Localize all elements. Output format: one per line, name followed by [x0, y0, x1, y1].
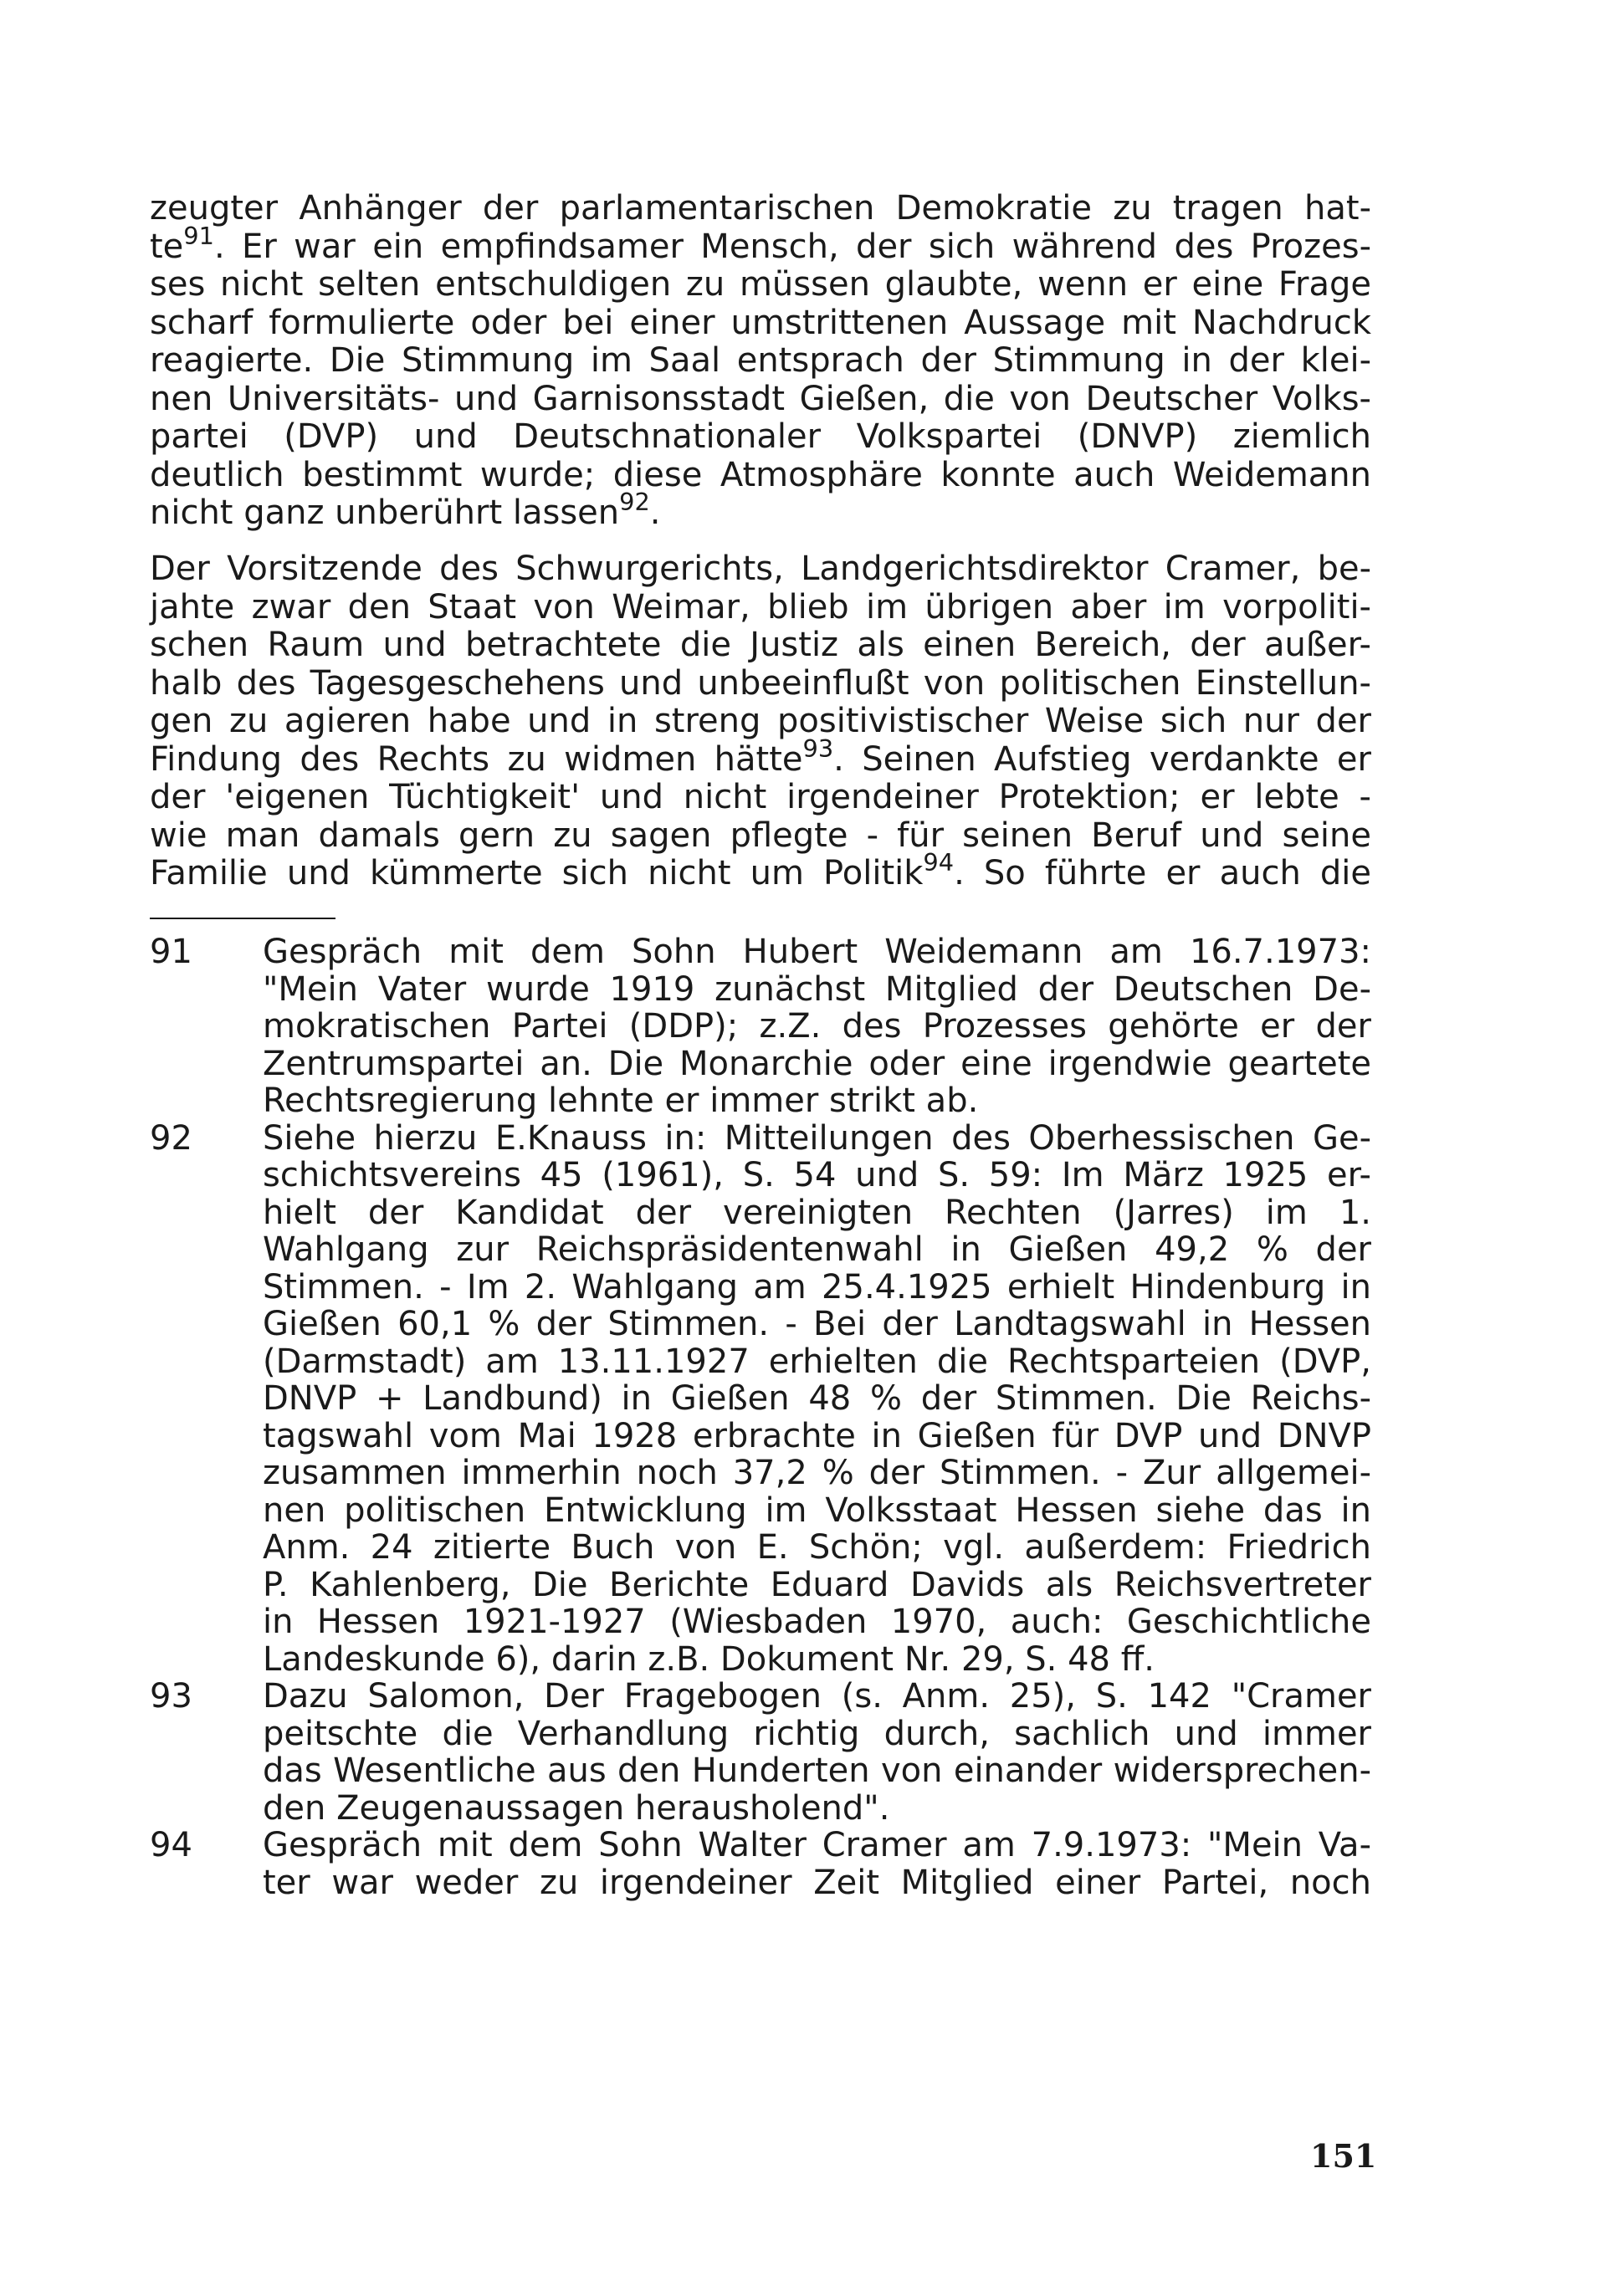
- text-line: reagierte. Die Stimmung im Saal entsprach der Stimmung in der klei-: [150, 341, 1371, 380]
- text-line: $te^{91}$. Er war ein empfindsamer Mensch, der sich während des Prozes-: [150, 221, 1371, 266]
- text-line: den Zeugenaussagen herausholend".: [263, 1788, 890, 1828]
- text-line: (Darmstadt) am 13.11.1927 erhielten die Rechtsparteien (DVP,: [263, 1342, 1371, 1381]
- footnote-94: [150, 1827, 1371, 1901]
- text-line: peitschte die Verhandlung richtig durch, sachlich und immer: [263, 1714, 1371, 1753]
- text-line: ter war weder zu irgendeiner Zeit Mitglied einer Partei, noch: [263, 1863, 1371, 1902]
- text-line: partei (DVP) und Deutschnationaler Volkspartei (DNVP) ziemlich: [150, 417, 1371, 456]
- footnote-text: [263, 1678, 1371, 1827]
- text-line: der 'eigenen Tüchtigkeit' und nicht irgendeiner Protektion; er lebte -: [150, 778, 1371, 816]
- footnote-number: 92: [150, 1118, 192, 1158]
- text-line: in Hessen 1921-1927 (Wiesbaden 1970, auch: Geschichtliche: [263, 1603, 1371, 1641]
- text-line: Familie und kümmerte sich nicht um Politik$^{94}$. So führte er auch die: [150, 848, 1371, 892]
- text-line: nen politischen Entwicklung im Volksstaat Hessen siehe das in: [263, 1491, 1371, 1530]
- footnote-ref-92: 92: [619, 488, 650, 517]
- footnote-92: [150, 1120, 1371, 1679]
- text-line: das Wesentliche aus den Hunderten von einander widersprechen-: [263, 1751, 1371, 1790]
- text-line: Der Vorsitzende des Schwurgerichts, Landgerichtsdirektor Cramer, be-: [150, 550, 1371, 588]
- text-line: DNVP + Landbund) in Gießen 48 % der Stimmen. Die Reichs-: [263, 1379, 1371, 1418]
- footnote-number: 94: [150, 1826, 192, 1864]
- footnote-ref-94: 94: [923, 848, 955, 877]
- text-line: Wahlgang zur Reichspräsidentenwahl in Gießen 49,2 % der: [263, 1230, 1371, 1269]
- text-line: Landeskunde 6), darin z.B. Dokument Nr. 29, S. 48 ff.: [263, 1639, 1155, 1679]
- text-line: Gespräch mit dem Sohn Hubert Weidemann am 16.7.1973:: [263, 933, 1371, 971]
- footnote-text: [263, 933, 1371, 1120]
- footnote-91: [150, 933, 1371, 1120]
- text-line: mokratischen Partei (DDP); z.Z. des Prozesses gehörte er der: [263, 1007, 1371, 1046]
- footnote-text: [263, 1120, 1371, 1679]
- footnote-separator: [150, 918, 335, 919]
- text-line: zeugter Anhänger der parlamentarischen Demokratie zu tragen hat-: [150, 189, 1371, 228]
- text-line: "Mein Vater wurde 1919 zunächst Mitglied der Deutschen De-: [263, 969, 1371, 1009]
- text-line: scharf formulierte oder bei einer umstrittenen Aussage mit Nachdruck: [150, 303, 1371, 342]
- text-line: Zentrumspartei an. Die Monarchie oder eine irgendwie geartete: [263, 1044, 1371, 1083]
- text-line: hielt der Kandidat der vereinigten Rechten (Jarres) im 1.: [263, 1193, 1371, 1232]
- footnote-93: [150, 1678, 1371, 1827]
- text-line: gen zu agieren habe und in streng positivistischer Weise sich nur der: [150, 702, 1371, 740]
- text-line: Findung des Rechts zu widmen hätte$^{93}$. Seinen Aufstieg verdankte er: [150, 734, 1371, 779]
- page-number: 151: [1310, 2137, 1377, 2175]
- text-line: tagswahl vom Mai 1928 erbrachte in Gießen für DVP und DNVP: [263, 1416, 1371, 1455]
- text-line: zusammen immerhin noch 37,2 % der Stimmen. - Zur allgemei-: [263, 1454, 1371, 1492]
- text-line: nen Universitäts- und Garnisonsstadt Gießen, die von Deutscher Volks-: [150, 379, 1371, 418]
- text-line: P. Kahlenberg, Die Berichte Eduard Davids als Reichsvertreter: [263, 1565, 1371, 1604]
- footnote-ref-93: 93: [802, 734, 834, 763]
- body-paragraph-1: [150, 190, 1371, 533]
- text-line: Gießen 60,1 % der Stimmen. - Bei der Landtagswahl in Hessen: [263, 1305, 1371, 1343]
- footnote-number: 93: [150, 1677, 192, 1716]
- body-paragraph-2: [150, 550, 1371, 893]
- text-line: Stimmen. - Im 2. Wahlgang am 25.4.1925 erhielt Hindenburg in: [263, 1267, 1371, 1307]
- text-line: nicht ganz unberührt lassen$^{92}$.: [150, 488, 661, 532]
- text-line: Dazu Salomon, Der Fragebogen (s. Anm. 25), S. 142 "Cramer: [263, 1677, 1371, 1716]
- footnote-ref-91: 91: [183, 221, 214, 250]
- text-line: Anm. 24 zitierte Buch von E. Schön; vgl. außerdem: Friedrich: [263, 1528, 1371, 1567]
- footnote-number: 91: [150, 933, 192, 971]
- text-line: Siehe hierzu E.Knauss in: Mitteilungen des Oberhessischen Ge-: [263, 1118, 1371, 1158]
- text-line: halb des Tagesgeschehens und unbeeinflußt von politischen Einstellun-: [150, 663, 1371, 703]
- text-line: ses nicht selten entschuldigen zu müssen glaubte, wenn er eine Frage: [150, 265, 1371, 304]
- footnotes: [150, 933, 1371, 1901]
- text-line: wie man damals gern zu sagen pflegte - für seinen Beruf und seine: [150, 816, 1371, 855]
- text-line: deutlich bestimmt wurde; diese Atmosphäre konnte auch Weidemann: [150, 455, 1371, 494]
- text-line: schichtsvereins 45 (1961), S. 54 und S. 59: Im März 1925 er-: [263, 1156, 1371, 1194]
- footnote-text: [263, 1827, 1371, 1901]
- text-line: Rechtsregierung lehnte er immer strikt ab.: [263, 1082, 979, 1120]
- text-line: jahte zwar den Staat von Weimar, blieb im übrigen aber im vorpoliti-: [150, 587, 1371, 626]
- text-line: schen Raum und betrachtete die Justiz als einen Bereich, der außer-: [150, 626, 1371, 664]
- text-line: Gespräch mit dem Sohn Walter Cramer am 7.9.1973: "Mein Va-: [263, 1826, 1371, 1864]
